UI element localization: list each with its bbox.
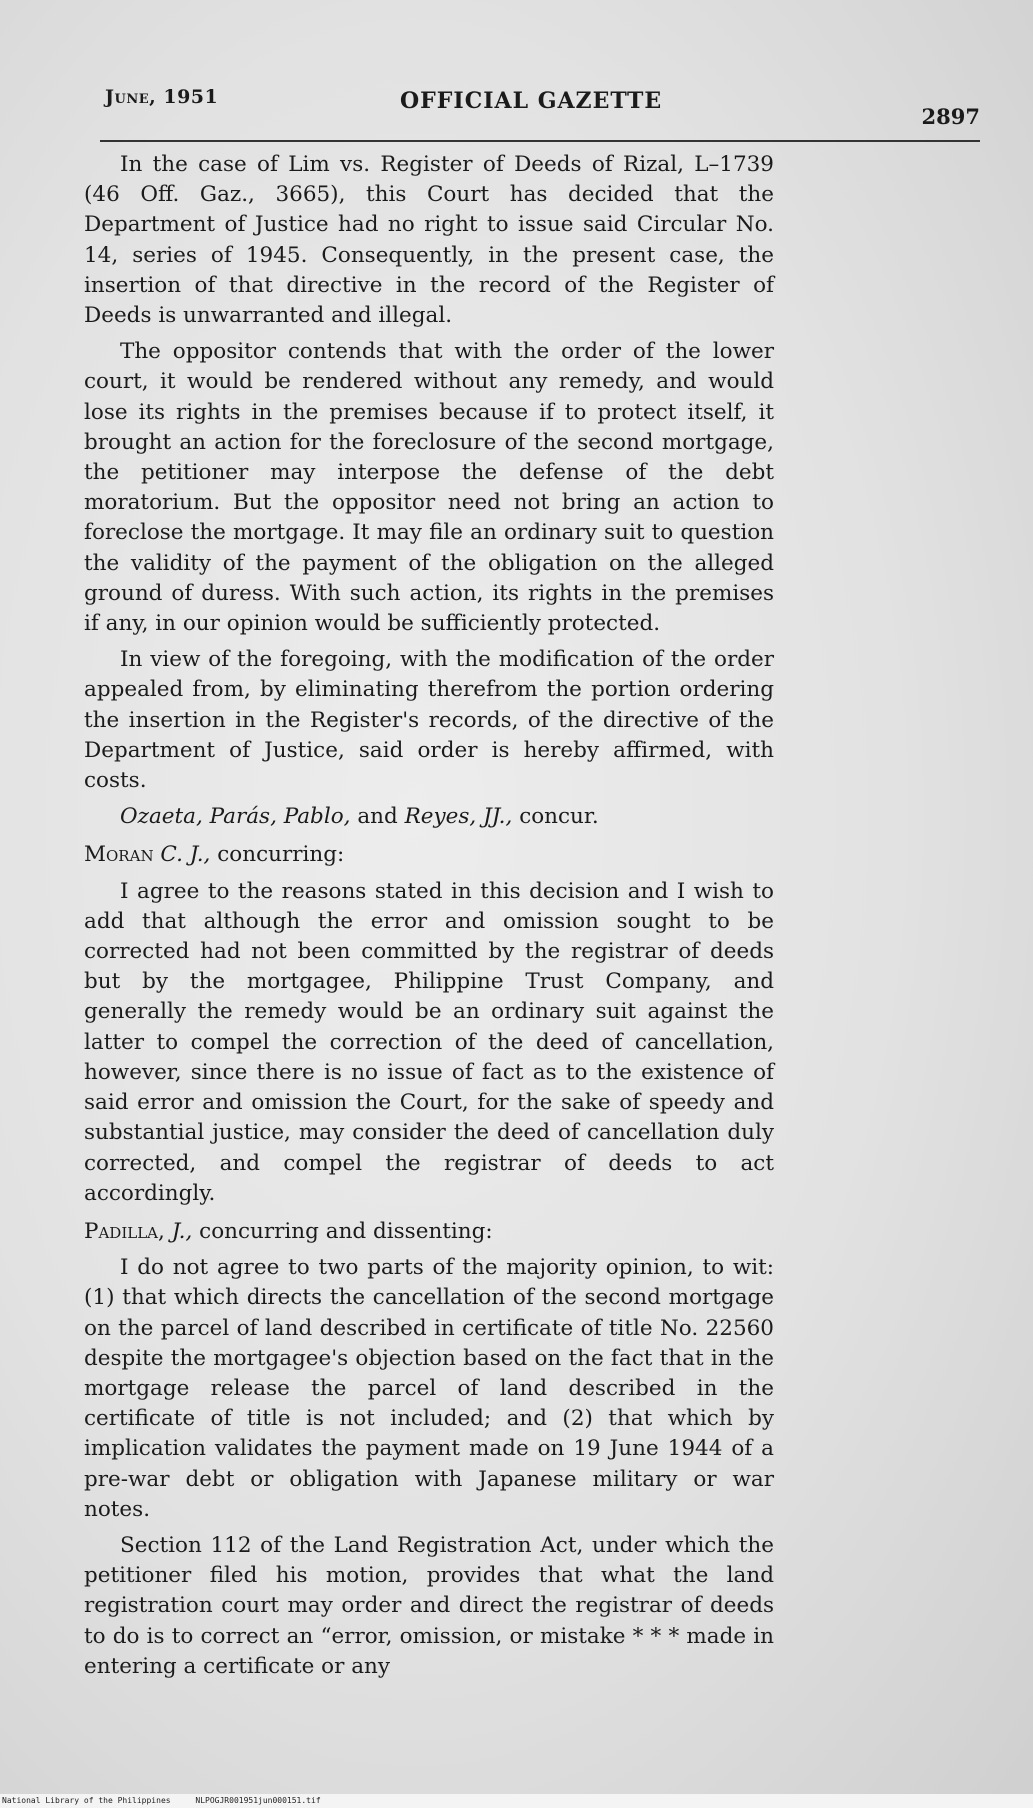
header-rule <box>100 140 980 142</box>
paragraph: I do not agree to two parts of the majority opinion, to wit: (1) that which directs the cancellation of the second mortgage on the parcel of land described in certificate of title No. 22560 despite the mortgagee's objection based on the fact that in the mortgage release the parcel of land described in the certificate of title is not included; and (2) that which by implication validates the payment made on 19 June 1944 of a pre-war debt or obligation with Japanese military or war notes. <box>84 1255 774 1522</box>
issue-date: June, 1951 <box>105 86 219 108</box>
justice-title: J., <box>171 1218 193 1244</box>
concur-word: concur. <box>519 804 599 830</box>
justice-name: Reyes, JJ., <box>404 804 513 830</box>
justice-names: Ozaeta, Parás, Pablo, <box>120 804 351 830</box>
paragraph: Section 112 of the Land Registration Act, under which the petitioner filed his motion, provides that what the land registration court may order and direct the registrar of deeds to do is to correct an “error, omission, or mistake * * * made in entering a certificate or any <box>84 1532 774 1679</box>
paragraph: The oppositor contends that with the order of the lower court, it would be rendered without any remedy, and would lose its rights in the premises because if to protect itself, it brought an action for the foreclosure of the second mortgage, the petitioner may interpose the defense of the debt moratorium. But the oppositor need not bring an action to foreclose the mortgage. It may file an ordinary suit to question the validity of the payment of the obligation on the alleged ground of duress. With such action, its rights in the premises if any, in our opinion would be sufficiently protected. <box>84 339 774 637</box>
concurrence-line <box>84 802 774 832</box>
opinion-heading-moran <box>84 840 774 870</box>
justice-name: Padilla, <box>84 1218 165 1244</box>
paragraph: In view of the foregoing, with the modification of the order appealed from, by eliminating therefrom the portion ordering the insertion in the Register's records, of the directive of the Department of Justice, said order is hereby affirmed, with costs. <box>84 647 774 794</box>
library-credit: National Library of the Philippines <box>2 1796 171 1805</box>
justice-title: C. J., <box>160 842 211 868</box>
conjunction: and <box>357 804 398 830</box>
paragraph: In the case of Lim vs. Register of Deeds of Rizal, L–1739 (46 Off. Gaz., 3665), this Court has decided that the Department of Justice had no right to issue said Circular No. 14, series of 1945. Consequently, in the present case, the insertion of that directive in the record of the Register of Deeds is unwarranted and illegal. <box>84 152 774 329</box>
opinion-heading-padilla <box>84 1217 774 1247</box>
paragraph: I agree to the reasons stated in this decision and I wish to add that although the error and omission sought to be corrected had not been committed by the registrar of deeds but by the mortgagee, Philippine Trust Company, and generally the remedy would be an ordinary suit against the latter to compel the correction of the deed of cancellation, however, since there is no issue of fact as to the existence of said error and omission the Court, for the sake of speedy and substantial justice, may consider the deed of cancellation duly corrected, and compel the registrar of deeds to act accordingly. <box>84 878 774 1206</box>
page-number: 2897 <box>921 104 980 129</box>
opinion-type: concurring: <box>217 842 345 868</box>
publication-title: OFFICIAL GAZETTE <box>400 88 663 114</box>
justice-name: Moran <box>84 842 154 868</box>
scan-footer <box>0 1794 1033 1808</box>
document-body <box>84 150 774 1688</box>
scan-filename: NLPOGJR001951jun000151.tif <box>195 1796 321 1805</box>
opinion-type: concurring and dissenting: <box>199 1218 493 1244</box>
page-header <box>100 86 980 129</box>
